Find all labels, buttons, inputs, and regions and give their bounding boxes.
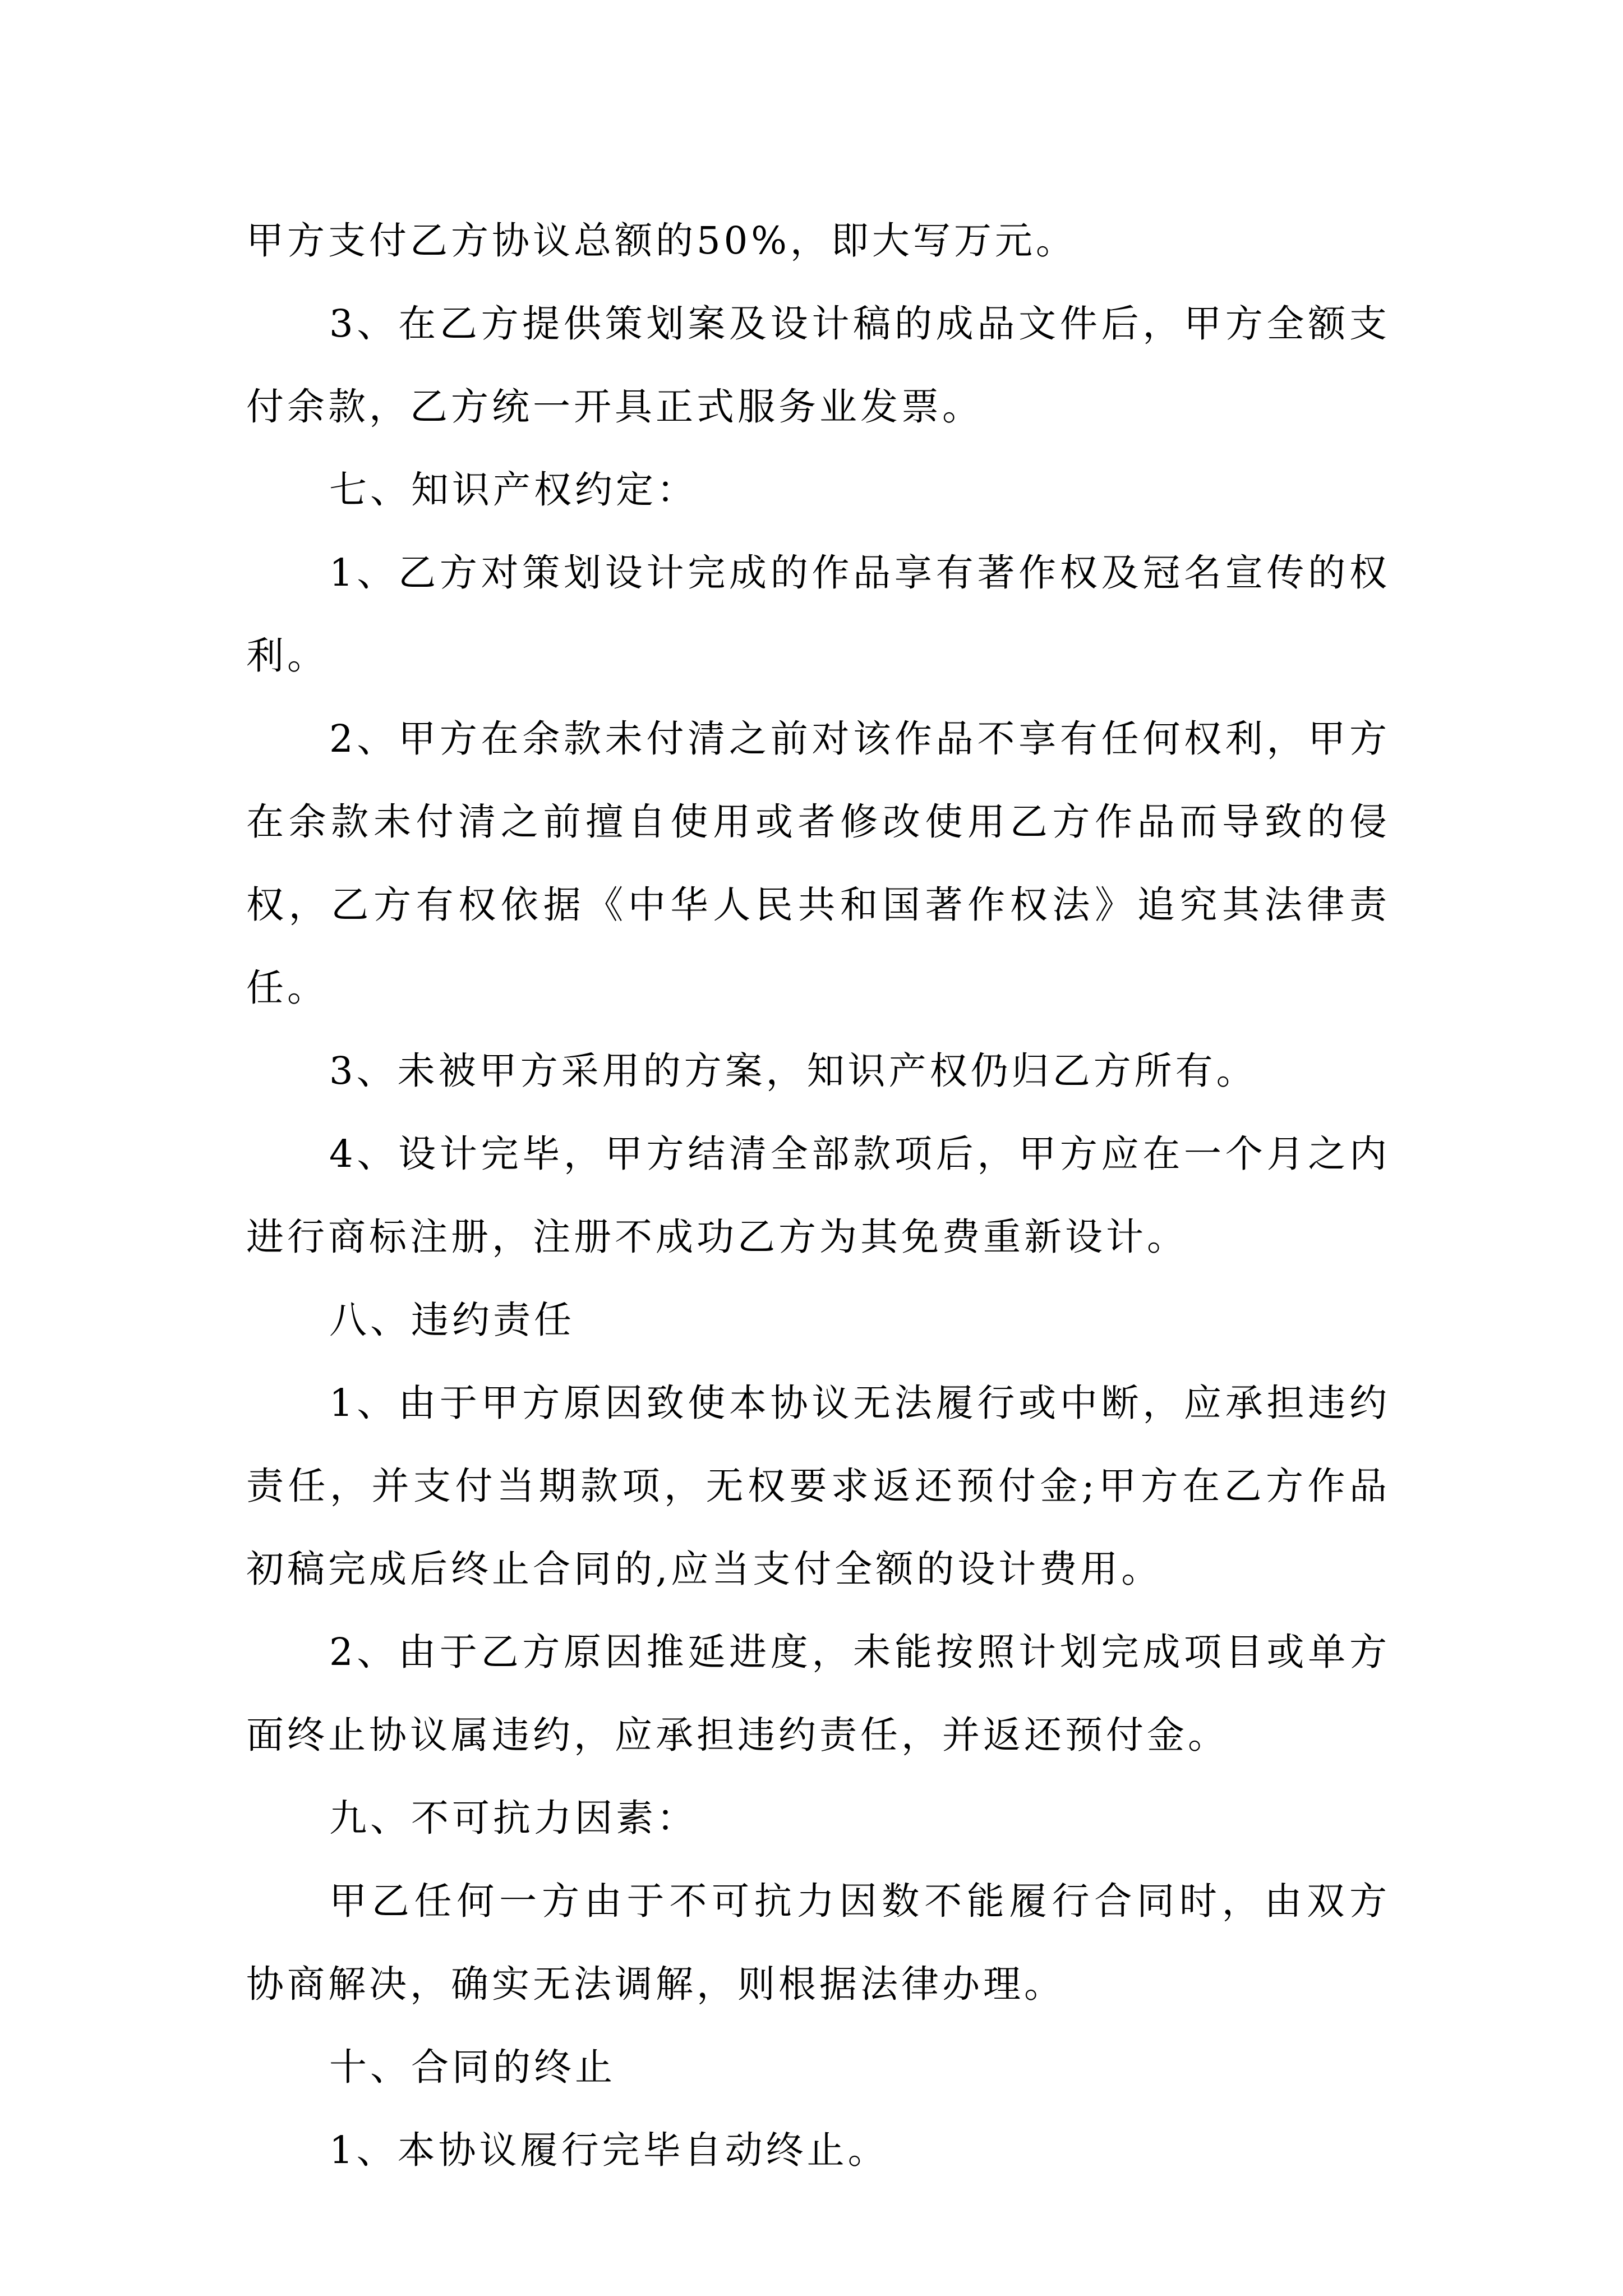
- paragraph-payment-continuation: 甲方支付乙方协议总额的50%，即大写万元。: [246, 219, 1077, 263]
- paragraph-ip-3: 3、未被甲方采用的方案，知识产权仍归乙方所有。: [329, 1049, 1257, 1093]
- paragraph-ip-1: 1、乙方对策划设计完成的作品享有著作权及冠名宣传的权利。: [246, 551, 1390, 678]
- section-heading-breach: 八、违约责任: [329, 1298, 575, 1342]
- paragraph-force-majeure: 甲乙任何一方由于不可抗力因数不能履行合同时，由双方协商解决，确实无法调解，则根据法律办理。: [246, 1879, 1390, 2006]
- paragraph-final-payment: 3、在乙方提供策划案及设计稿的成品文件后，甲方全额支付余款，乙方统一开具正式服务业发票。: [246, 302, 1390, 429]
- paragraph-ip-2: 2、甲方在余款未付清之前对该作品不享有任何权利，甲方在余款未付清之前擅自使用或者修改使用乙方作品而导致的侵权，乙方有权依据《中华人民共和国著作权法》追究其法律责任。: [246, 717, 1390, 1010]
- section-heading-force-majeure: 九、不可抗力因素：: [329, 1796, 698, 1840]
- section-heading-termination: 十、合同的终止: [329, 2045, 616, 2089]
- section-heading-ip: 七、知识产权约定：: [329, 468, 698, 512]
- paragraph-termination-1: 1、本协议履行完毕自动终止。: [329, 2128, 889, 2172]
- paragraph-breach-1: 1、由于甲方原因致使本协议无法履行或中断，应承担违约责任，并支付当期款项，无权要求返还预付金;甲方在乙方作品初稿完成后终止合同的,应当支付全额的设计费用。: [246, 1381, 1390, 1591]
- paragraph-breach-2: 2、由于乙方原因推延进度，未能按照计划完成项目或单方面终止协议属违约，应承担违约责任，并返还预付金。: [246, 1630, 1390, 1757]
- paragraph-ip-4: 4、设计完毕，甲方结清全部款项后，甲方应在一个月之内进行商标注册，注册不成功乙方为其免费重新设计。: [246, 1132, 1390, 1259]
- document-body: [246, 199, 1390, 2192]
